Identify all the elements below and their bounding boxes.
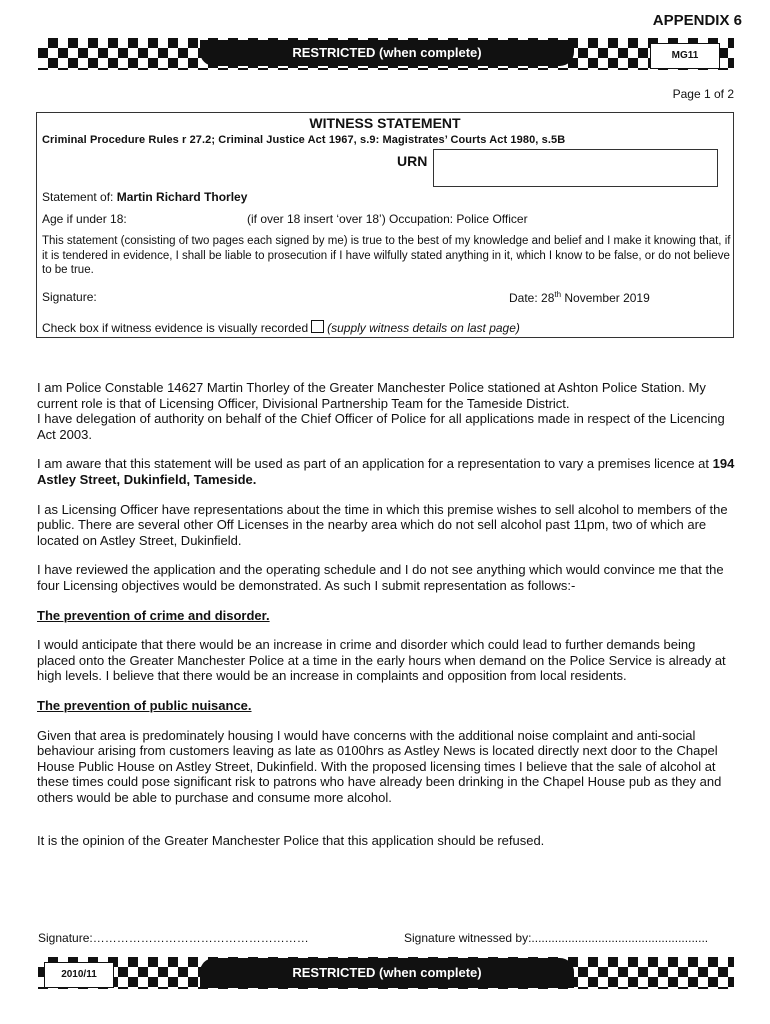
footer-witnessed: Signature witnessed by:..................................................... bbox=[404, 931, 709, 945]
appendix-label: APPENDIX 6 bbox=[652, 12, 742, 29]
paragraph-intro bbox=[37, 380, 735, 442]
paragraph-review: I have reviewed the application and the operating schedule and I do not see anything which would convince me that the four Licensing objectives would be demonstrated. As such I submit representation as follows:- bbox=[37, 562, 724, 593]
procedure-rules: Criminal Procedure Rules r 27.2; Criminal Justice Act 1967, s.9: Magistrates’ Courts Act 1980, s.5B bbox=[42, 134, 566, 146]
restricted-banner-top: RESTRICTED (when complete) bbox=[200, 40, 574, 66]
age-label: Age if under 18: bbox=[42, 212, 127, 226]
footer-signature: Signature:……………………………………………… bbox=[38, 931, 309, 945]
signature-label: Signature: bbox=[42, 290, 97, 304]
heading-crime-disorder: The prevention of crime and disorder. bbox=[37, 607, 270, 623]
paragraph-intro-b: I have delegation of authority on behalf of the Chief Officer of Police for all applications made in respect of the Licencing Act 2003. bbox=[37, 411, 725, 442]
page-number: Page 1 of 2 bbox=[672, 87, 734, 101]
restricted-banner-bottom: RESTRICTED (when complete) bbox=[200, 958, 574, 988]
paragraph-conclusion: It is the opinion of the Greater Manchester Police that this application should be refused. bbox=[37, 833, 545, 849]
statement-date: Date: 28th November 2019 bbox=[509, 290, 650, 305]
statement-of bbox=[42, 190, 247, 204]
visual-record-checkbox[interactable] bbox=[311, 320, 324, 333]
age-occupation-note: (if over 18 insert ‘over 18’) Occupation: Police Officer bbox=[247, 212, 528, 226]
visual-record-line bbox=[42, 320, 520, 335]
paragraph-nuisance: Given that area is predominately housing I would have concerns with the additional noise complaint and anti-social behaviour arising from customers leaving as late as 0100hrs as Astley News is located directly next door to the Chapel House Public House on Astley Street, Dukinfield. With the proposed licensing times I believe that the sale of alcohol at these times could pose significant risk to patrons who have already been drinking in the Chapel House pub as they and others would be able to purchase and consume more alcohol. bbox=[37, 727, 722, 805]
footer-code: 2010/11 bbox=[44, 962, 114, 988]
witness-statement-box bbox=[36, 112, 734, 338]
paragraph-crime: I would anticipate that there would be an increase in crime and disorder which could lead to further demands being placed onto the Greater Manchester Police at a time in the early hours when demand on the Police Service is already at high levels. I believe that there would be an increase in complaints and opposition from local residents. bbox=[37, 637, 726, 684]
declaration-text: This statement (consisting of two pages each signed by me) is true to the best of my knowledge and belief and I make it knowing that, if it is tendered in evidence, I shall be liable to prosecution if I have wilfully stated anything in it, which I know to be false, or do not believe to be true. bbox=[42, 235, 731, 276]
premises-address: 194 Astley Street, Dukinfield, Tameside. bbox=[37, 456, 735, 487]
paragraph-intro-a: I am Police Constable 14627 Martin Thorley of the Greater Manchester Police stationed at Ashton Police Station. My current role is that of Licensing Officer, Divisional Partnership Team for the Tameside District. bbox=[37, 380, 706, 411]
paragraph-representations: I as Licensing Officer have representations about the time in which this premise wishes to sell alcohol to members of the public. There are several other Off Licenses in the nearby area which do not sell alcohol past 11pm, two of which are located on Astley Street, Dukinfield. bbox=[37, 501, 728, 548]
urn-field[interactable] bbox=[433, 149, 718, 187]
witness-name: Martin Richard Thorley bbox=[116, 190, 248, 204]
statement-of-label: Statement of: bbox=[42, 190, 114, 204]
checkbox-label: Check box if witness evidence is visually recorded bbox=[42, 321, 309, 335]
form-code: MG11 bbox=[650, 43, 720, 69]
urn-label: URN bbox=[397, 153, 428, 169]
checkbox-note: (supply witness details on last page) bbox=[327, 321, 520, 335]
paragraph-premises: I am aware that this statement will be used as part of an application for a representation to vary a premises licence at 194 Astley Street, Dukinfield, Tameside. bbox=[37, 456, 735, 487]
heading-public-nuisance: The prevention of public nuisance. bbox=[37, 697, 252, 713]
statement-body bbox=[37, 380, 735, 863]
witness-title: WITNESS STATEMENT bbox=[309, 115, 461, 131]
